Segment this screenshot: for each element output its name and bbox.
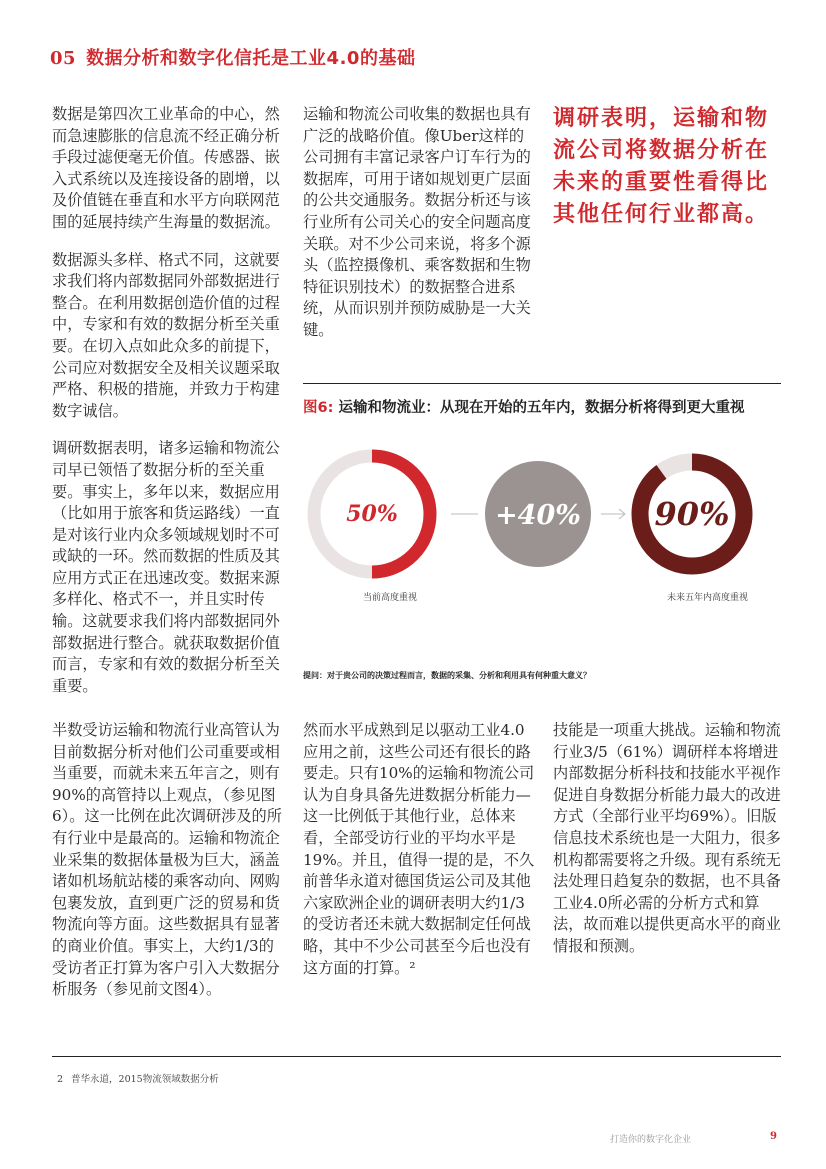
figure-title [303, 398, 781, 419]
paragraph: 然而水平成熟到足以驱动工业4.0应用之前，这些公司还有很长的路要走。只有10%的运输和物流公司认为自身具备先进数据分析能力—这一比例低于其他行业，总体来看，全部受访行业的平均水平是19%。并且，值得一提的是，不久前普华永道对德国货运公司及其他六家欧洲企业的调研表明大约1/3的受访者还未就大数据制定任何战略，其中不少公司甚至今后也没有这方面的打算。² [303, 721, 535, 977]
column-1-top [52, 104, 284, 713]
column-2-top [303, 104, 539, 358]
footnote-rule [52, 1056, 781, 1057]
paragraph: 数据源头多样、格式不同，这就要求我们将内部数据同外部数据进行整合。在利用数据创造价值的过程中，专家和有效的数据分析至关重要。在切入点如此众多的前提下，公司应对数据安全及相关议题采取严格、积极的措施，并致力于构建数字诚信。 [52, 250, 280, 420]
section-number: 05 [50, 48, 77, 69]
section-title: 数据分析和数字化信托是工业4.0的基础 [86, 48, 416, 69]
figure-6-graphic [303, 446, 781, 586]
figure-title-text: 运输和物流业：从现在开始的五年内，数据分析将得到更大重视 [338, 400, 745, 416]
pull-quote: 调研表明，运输和物流公司将数据分析在未来的重要性看得比其他任何行业都高。 [553, 106, 770, 227]
increase-value: +40% [495, 500, 581, 531]
page-number: 9 [770, 1131, 777, 1142]
column-1-bottom [52, 720, 284, 1017]
future-caption: 未来五年内高度重视 [667, 593, 749, 603]
paragraph: 运输和物流公司收集的数据也具有广泛的战略价值。像Uber这样的公司拥有丰富记录客户订车行为的数据库，可用于诸如规划更广层面的公共交通服务。数据分析还与该行业所有公司关心的安全问题高度关联。对不少公司来说，将多个源头（监控摄像机、乘客数据和生物特征识别技术）的数据整合进系统，从而识别并预防威胁是一大关键。 [303, 105, 531, 339]
future-value: 90% [654, 495, 730, 533]
paragraph: 半数受访运输和物流行业高管认为目前数据分析对他们公司重要或相当重要，而就未来五年言之，则有90%的高管持以上观点，（参见图6）。这一比例在此次调研涉及的所有行业中是最高的。运输和物流企业采集的数据体量极为巨大，涵盖诸如机场航站楼的乘客动向、网购包裹发放，直到更广泛的贸易和货物流向等方面。这些数据具有显著的商业价值。事实上，大约1/3的受访者正打算为客户引入大数据分析服务（参见前文图4）。 [52, 721, 282, 999]
figure-label: 图6: [303, 400, 334, 416]
column-3-bottom [553, 720, 781, 974]
section-heading [50, 44, 415, 70]
paragraph: 技能是一项重大挑战。运输和物流行业3/5（61%）调研样本将增进内部数据分析科技和技能水平视作促进自身数据分析能力最大的改进方式（全部行业平均69%）。旧版信息技术系统也是一大阻力，很多机构都需要将之升级。现有系统无法处理日趋复杂的数据，也不具备工业4.0所必需的分析方式和算法，故而难以提供更高水平的商业情报和预测。 [553, 721, 781, 955]
current-caption: 当前高度重视 [363, 593, 418, 603]
survey-question: 提问：对于贵公司的决策过程而言，数据的采集、分析和利用具有何种重大意义？ [303, 671, 591, 680]
column-2-bottom [303, 720, 539, 995]
paragraph: 数据是第四次工业革命的中心，然而急速膨胀的信息流不经正确分析手段过滤便毫无价值。传感器、嵌入式系统以及连接设备的剧增，以及价值链在垂直和水平方向联网范围的延展持续产生海量的数据流。 [52, 105, 280, 231]
footer-title: 打造你的数字化企业 [610, 1135, 692, 1145]
figure-top-rule [303, 383, 781, 384]
current-value: 50% [346, 501, 398, 527]
paragraph: 调研数据表明，诸多运输和物流公司早已领悟了数据分析的至关重要。事实上，多年以来，数据应用（比如用于旅客和货运路线）一直是对该行业内众多领域规划时不可或缺的一环。然而数据的性质及其应用方式正在迅速改变。数据来源多样化、格式不一，并且实时传输。这就要求我们将内部数据同外部数据进行整合。就获取数据价值而言，专家和有效的数据分析至关重要。 [52, 439, 280, 695]
footnote-number: 2 [57, 1074, 64, 1085]
footnote-text: 普华永道，2015物流领域数据分析 [71, 1074, 219, 1085]
footnote [57, 1071, 219, 1085]
